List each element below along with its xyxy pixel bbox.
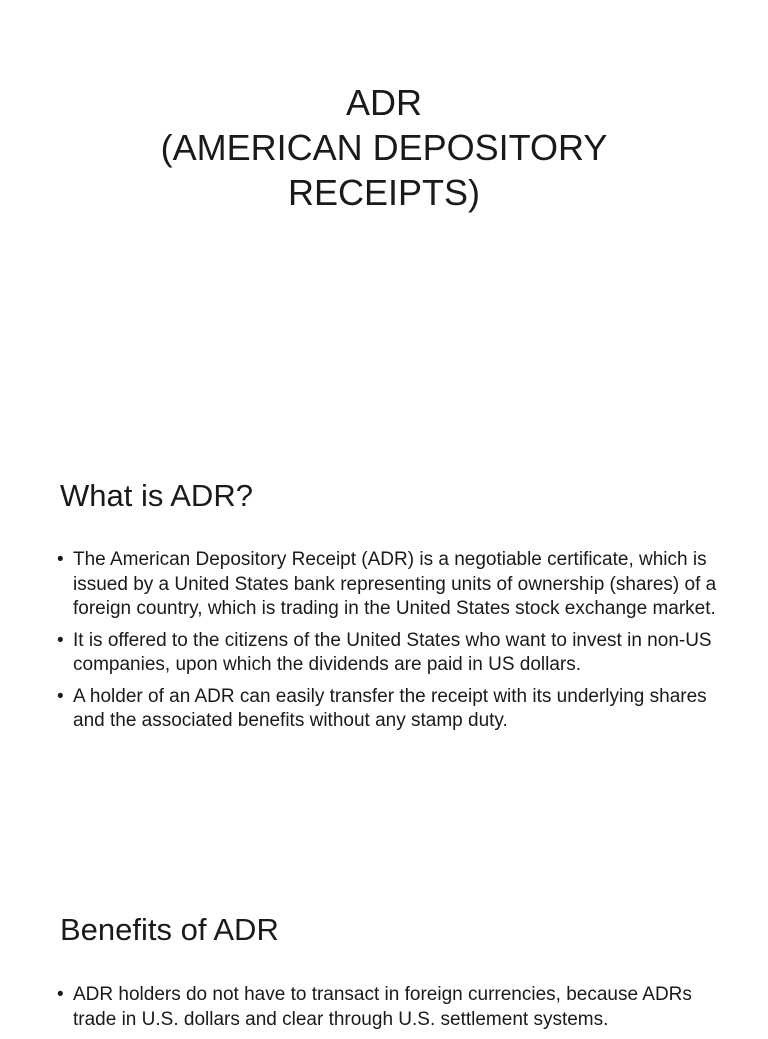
bullet-list xyxy=(57,548,718,741)
bullet-list xyxy=(57,983,718,1039)
bullet-text: ADR holders do not have to transact in foreign currencies, because ADRs trade in U.S. dollars and clear through U.S. settlement systems. xyxy=(73,984,692,1030)
slide-heading: What is ADR? xyxy=(60,478,253,513)
bullet-text: The American Depository Receipt (ADR) is a negotiable certificate, which is issued by a United States bank representing units of ownership (shares) of a foreign country, which is trading in the United States stock exchange market. xyxy=(73,549,717,619)
what-is-adr-slide xyxy=(0,430,768,850)
bullet-text: It is offered to the citizens of the United States who want to invest in non-US companies, upon which the dividends are paid in US dollars. xyxy=(73,629,712,675)
bullet-item xyxy=(57,629,718,678)
bullet-dot-icon: • xyxy=(57,685,64,707)
benefits-of-adr-slide xyxy=(0,880,768,1030)
slide-heading: Benefits of ADR xyxy=(60,912,279,947)
slide-title xyxy=(0,80,768,215)
bullet-text: A holder of an ADR can easily transfer the receipt with its underlying shares and the associated benefits without any stamp duty. xyxy=(73,685,707,731)
bullet-item xyxy=(57,685,718,734)
title-slide xyxy=(0,0,768,430)
bullet-dot-icon: • xyxy=(57,984,64,1005)
title-line: ADR xyxy=(345,82,422,123)
bullet-dot-icon: • xyxy=(57,629,64,651)
bullet-item xyxy=(57,983,718,1032)
title-line: (AMERICAN DEPOSITORY xyxy=(160,127,608,168)
title-line: RECEIPTS) xyxy=(287,172,481,213)
bullet-item xyxy=(57,548,718,622)
bullet-dot-icon: • xyxy=(57,549,64,570)
